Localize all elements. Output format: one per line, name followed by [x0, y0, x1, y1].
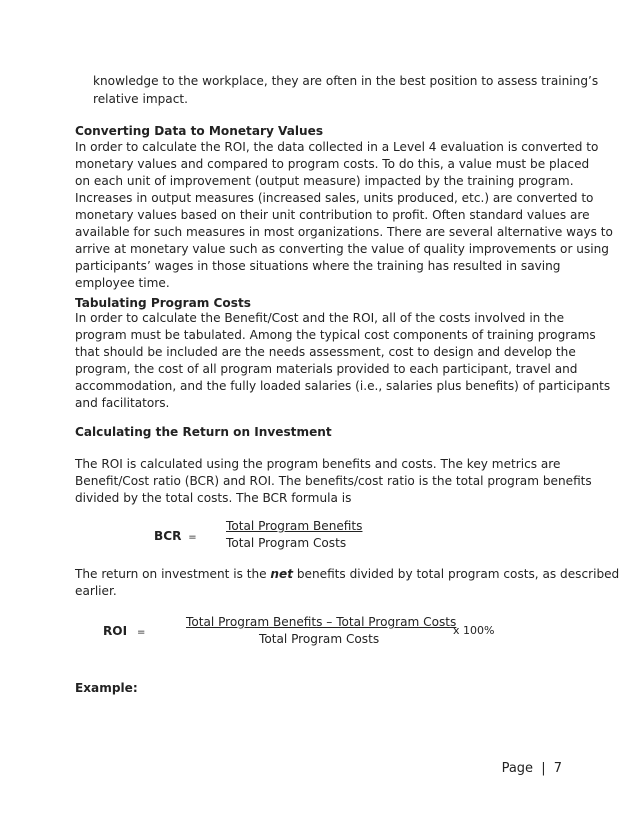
paragraph-line: divided by the total costs. The BCR formula is	[75, 491, 352, 505]
roi-numerator: Total Program Benefits – Total Program Costs	[186, 615, 457, 629]
bcr-denominator: Total Program Costs	[226, 536, 347, 550]
roi-text-emphasis: net	[270, 567, 293, 581]
bcr-equals: =	[188, 532, 197, 543]
bcr-numerator: Total Program Benefits	[226, 519, 363, 533]
paragraph-line: Benefit/Cost ratio (BCR) and ROI. The benefits/cost ratio is the total program benefits	[75, 474, 592, 488]
paragraph-line: arrive at monetary value such as converting the value of quality improvements or using	[75, 242, 609, 256]
section-heading-calculating: Calculating the Return on Investment	[75, 425, 332, 439]
paragraph-line: accommodation, and the fully loaded salaries (i.e., salaries plus benefits) of participants	[75, 379, 611, 393]
page-number: 7	[553, 761, 562, 776]
roi-equals: =	[136, 627, 146, 638]
roi-description-line-2: earlier.	[75, 584, 117, 598]
paragraph-line: that should be included are the needs assessment, cost to design and develop the	[75, 345, 576, 359]
example-heading: Example:	[75, 681, 138, 695]
page-word: Page	[501, 761, 534, 776]
paragraph-line: Increases in output measures (increased sales, units produced, etc.) are converted to	[75, 191, 594, 205]
paragraph-line: monetary values based on their unit contribution to profit. Often standard values are	[75, 208, 590, 222]
roi-label: ROI	[103, 624, 128, 638]
page-footer	[502, 761, 562, 776]
paragraph-line: on each unit of improvement (output measure) impacted by the training program.	[75, 174, 574, 188]
paragraph-line: and facilitators.	[75, 396, 170, 410]
section-heading-tabulating: Tabulating Program Costs	[75, 296, 251, 310]
paragraph-line: employee time.	[75, 276, 170, 290]
footer-separator: |	[541, 761, 546, 776]
paragraph-line: participants’ wages in those situations where the training has resulted in saving	[75, 259, 561, 273]
paragraph-line: program, the cost of all program materials provided to each participant, travel and	[75, 362, 578, 376]
paragraph-line: monetary values and compared to program costs. To do this, a value must be placed	[75, 157, 590, 171]
paragraph-line: program must be tabulated. Among the typical cost components of training programs	[75, 328, 596, 342]
roi-description-line-1	[75, 566, 619, 583]
roi-denominator: Total Program Costs	[259, 632, 380, 646]
paragraph-line: available for such measures in most organizations. There are several alternative ways to	[75, 225, 613, 239]
paragraph-line: In order to calculate the ROI, the data collected in a Level 4 evaluation is converted to	[75, 140, 599, 154]
roi-text-before: The return on investment is the	[75, 567, 271, 581]
section-heading-converting: Converting Data to Monetary Values	[75, 124, 324, 138]
intro-line-1: knowledge to the workplace, they are often in the best position to assess training’s	[93, 74, 599, 88]
intro-line-2: relative impact.	[93, 92, 188, 106]
roi-multiplier: x 100%	[453, 624, 495, 637]
bcr-label: BCR	[154, 529, 182, 543]
paragraph-line: The ROI is calculated using the program benefits and costs. The key metrics are	[75, 457, 561, 471]
roi-text-after: benefits divided by total program costs, as described	[293, 567, 620, 581]
paragraph-line: In order to calculate the Benefit/Cost and the ROI, all of the costs involved in the	[75, 311, 565, 325]
